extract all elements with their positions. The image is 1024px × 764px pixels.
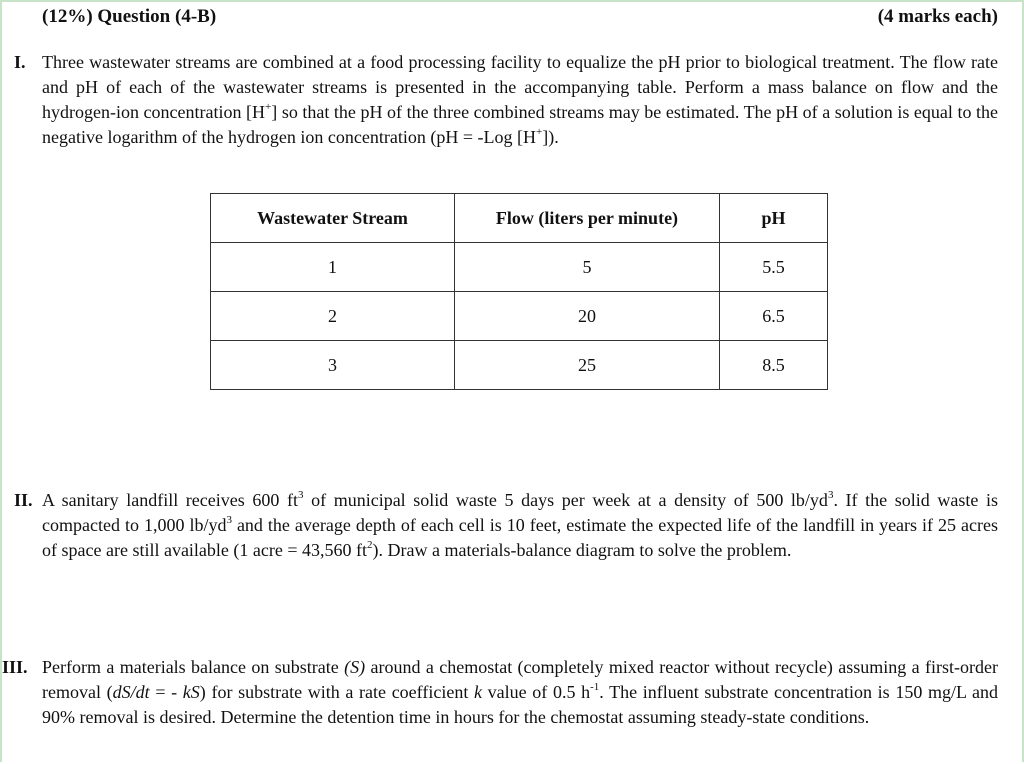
table-cell: 20 [455,292,720,341]
question-1-number: I. [14,52,26,72]
question-2 [0,488,998,563]
marks-label: (4 marks each) [877,6,998,27]
question-2-number: II. [14,490,33,510]
table-cell: 5.5 [720,243,828,292]
question-3-number: III. [2,657,28,677]
table-row [211,341,828,390]
table-cell: 2 [211,292,455,341]
table-header-row [211,194,828,243]
table-cell: 5 [455,243,720,292]
table-row [211,243,828,292]
question-header [42,6,998,28]
table-cell: 8.5 [720,341,828,390]
question-3-text: Perform a materials balance on substrate (S) around a chemostat (completely mixed reactor without recycle) assuming a first-order removal (dS/dt = - kS) for substrate with a rate coefficient k value of 0.5 $h^{-1}$. The influent substrate concentration is 150 mg/L and 90% removal is desired. Determine the detention time in hours for the chemostat assuming steady-state conditions. [42,657,998,727]
question-3 [0,655,998,730]
wastewater-table [210,193,828,390]
question-title: (12%) Question (4-B) [42,6,217,27]
table-cell: 6.5 [720,292,828,341]
question-2-text: A sanitary landfill receives 600 $ft^3$ of municipal solid waste 5 days per week at a density of 500 $lb/yd^3$. If the solid waste is compacted to 1,000 $lb/yd^3$ and the average depth of each cell is 10 feet, estimate the expected life of the landfill in years if 25 acres of space are still available (1 acre = 43,560 $ft^2$). Draw a materials-balance diagram to solve the problem. [42,489,998,560]
table-row [211,292,828,341]
table-cell: 25 [455,341,720,390]
question-1 [0,50,998,150]
column-header: pH [720,194,828,243]
table-cell: 1 [211,243,455,292]
question-1-text: Three wastewater streams are combined at a food processing facility to equalize the pH prior to biological treatment. The flow rate and pH of each of the wastewater streams is presented in the accompanying table. Perform a mass balance on flow and the hydrogen-ion concentration [H+] so that the pH of the three combined streams may be estimated. The pH of a solution is equal to the negative logarithm of the hydrogen ion concentration (pH = -Log [H+]). [42,52,998,147]
column-header: Wastewater Stream [211,194,455,243]
table-cell: 3 [211,341,455,390]
column-header: Flow (liters per minute) [455,194,720,243]
